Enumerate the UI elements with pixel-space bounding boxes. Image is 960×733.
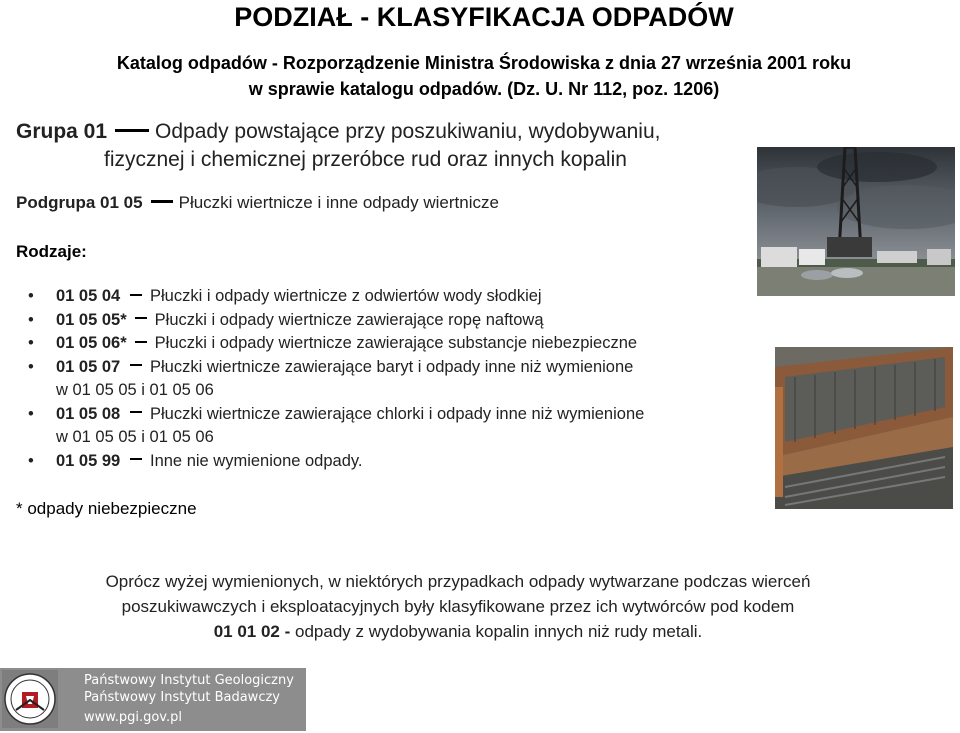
waste-description: Płuczki i odpady wiertnicze z odwiertów wody słodkiej	[150, 287, 542, 305]
list-item	[28, 285, 644, 309]
group-heading	[16, 118, 660, 174]
subtitle-line-1: Katalog odpadów - Rozporządzenie Ministra Środowiska z dnia 27 września 2001 roku	[116, 53, 852, 73]
subtitle	[0, 50, 960, 102]
dash-separator	[130, 458, 142, 460]
footnote: * odpady niebezpieczne	[16, 499, 197, 518]
waste-description: Płuczki i odpady wiertnicze zawierające substancje niebezpieczne	[154, 334, 638, 352]
waste-description-continued: w 01 05 05 i 01 05 06	[56, 381, 214, 399]
subtitle-line-2: w sprawie katalogu odpadów. (Dz. U. Nr 112, poz. 1206)	[248, 79, 720, 99]
list-item	[28, 332, 644, 356]
waste-code: 01 05 04	[56, 287, 121, 305]
waste-code: 01 05 99	[56, 451, 121, 470]
drilling-rig-photo	[757, 147, 955, 296]
website-link[interactable]: www.pgi.gov.pl	[84, 710, 182, 725]
waste-description: Inne nie wymienione odpady.	[150, 451, 363, 470]
group-text-line-1: Odpady powstające przy poszukiwaniu, wydobywaniu,	[155, 120, 661, 143]
waste-code: 01 05 07	[56, 357, 121, 376]
types-label: Rodzaje:	[16, 242, 87, 261]
list-item	[28, 356, 644, 403]
bottom-line-1: Oprócz wyżej wymienionych, w niektórych przypadkach odpady wytwarzane podczas wierceń	[105, 572, 811, 591]
dash-separator	[135, 317, 147, 319]
dash-separator	[130, 411, 142, 413]
subgroup-heading	[16, 193, 499, 213]
dash-separator	[151, 200, 173, 203]
waste-description-continued: w 01 05 05 i 01 05 06	[56, 428, 214, 446]
page-title: PODZIAŁ - KLASYFIKACJA ODPADÓW	[234, 2, 734, 32]
pgi-logo	[2, 670, 58, 728]
institute-line-1: Państwowy Instytut Geologiczny	[84, 673, 294, 688]
waste-description: Płuczki wiertnicze zawierające baryt i odpady inne niż wymienione	[150, 357, 634, 376]
group-label: Grupa 01	[16, 120, 108, 143]
waste-description: Płuczki wiertnicze zawierające chlorki i odpady inne niż wymienione	[150, 404, 645, 423]
subgroup-text: Płuczki wiertnicze i inne odpady wiertnicze	[178, 193, 499, 212]
bottom-paragraph	[0, 569, 916, 644]
group-text-line-2: fizycznej i chemicznej przeróbce rud oraz innych kopalin	[104, 148, 627, 171]
institute-line-2: Państwowy Instytut Badawczy	[84, 690, 280, 705]
dash-separator	[130, 364, 142, 366]
dash-separator	[115, 129, 149, 132]
bottom-line-3: odpady z wydobywania kopalin innych niż rudy metali.	[295, 622, 703, 641]
list-item	[28, 450, 644, 474]
shale-shaker-photo	[775, 347, 953, 509]
list-item	[28, 403, 644, 450]
bottom-line-2: poszukiwawczych i eksploatacyjnych były klasyfikowane przez ich wytwórców pod kodem	[121, 597, 795, 616]
list-item	[28, 309, 644, 333]
waste-code: 01 05 05*	[56, 310, 127, 329]
waste-description: Płuczki i odpady wiertnicze zawierające ropę naftową	[154, 310, 544, 329]
bottom-code: 01 01 02 -	[213, 622, 291, 641]
waste-code: 01 05 08	[56, 404, 121, 423]
waste-code: 01 05 06*	[56, 334, 127, 352]
waste-code-list	[28, 285, 644, 473]
institute-name	[84, 672, 294, 706]
dash-separator	[130, 294, 142, 296]
dash-separator	[135, 341, 147, 343]
subgroup-label: Podgrupa 01 05	[16, 193, 143, 212]
